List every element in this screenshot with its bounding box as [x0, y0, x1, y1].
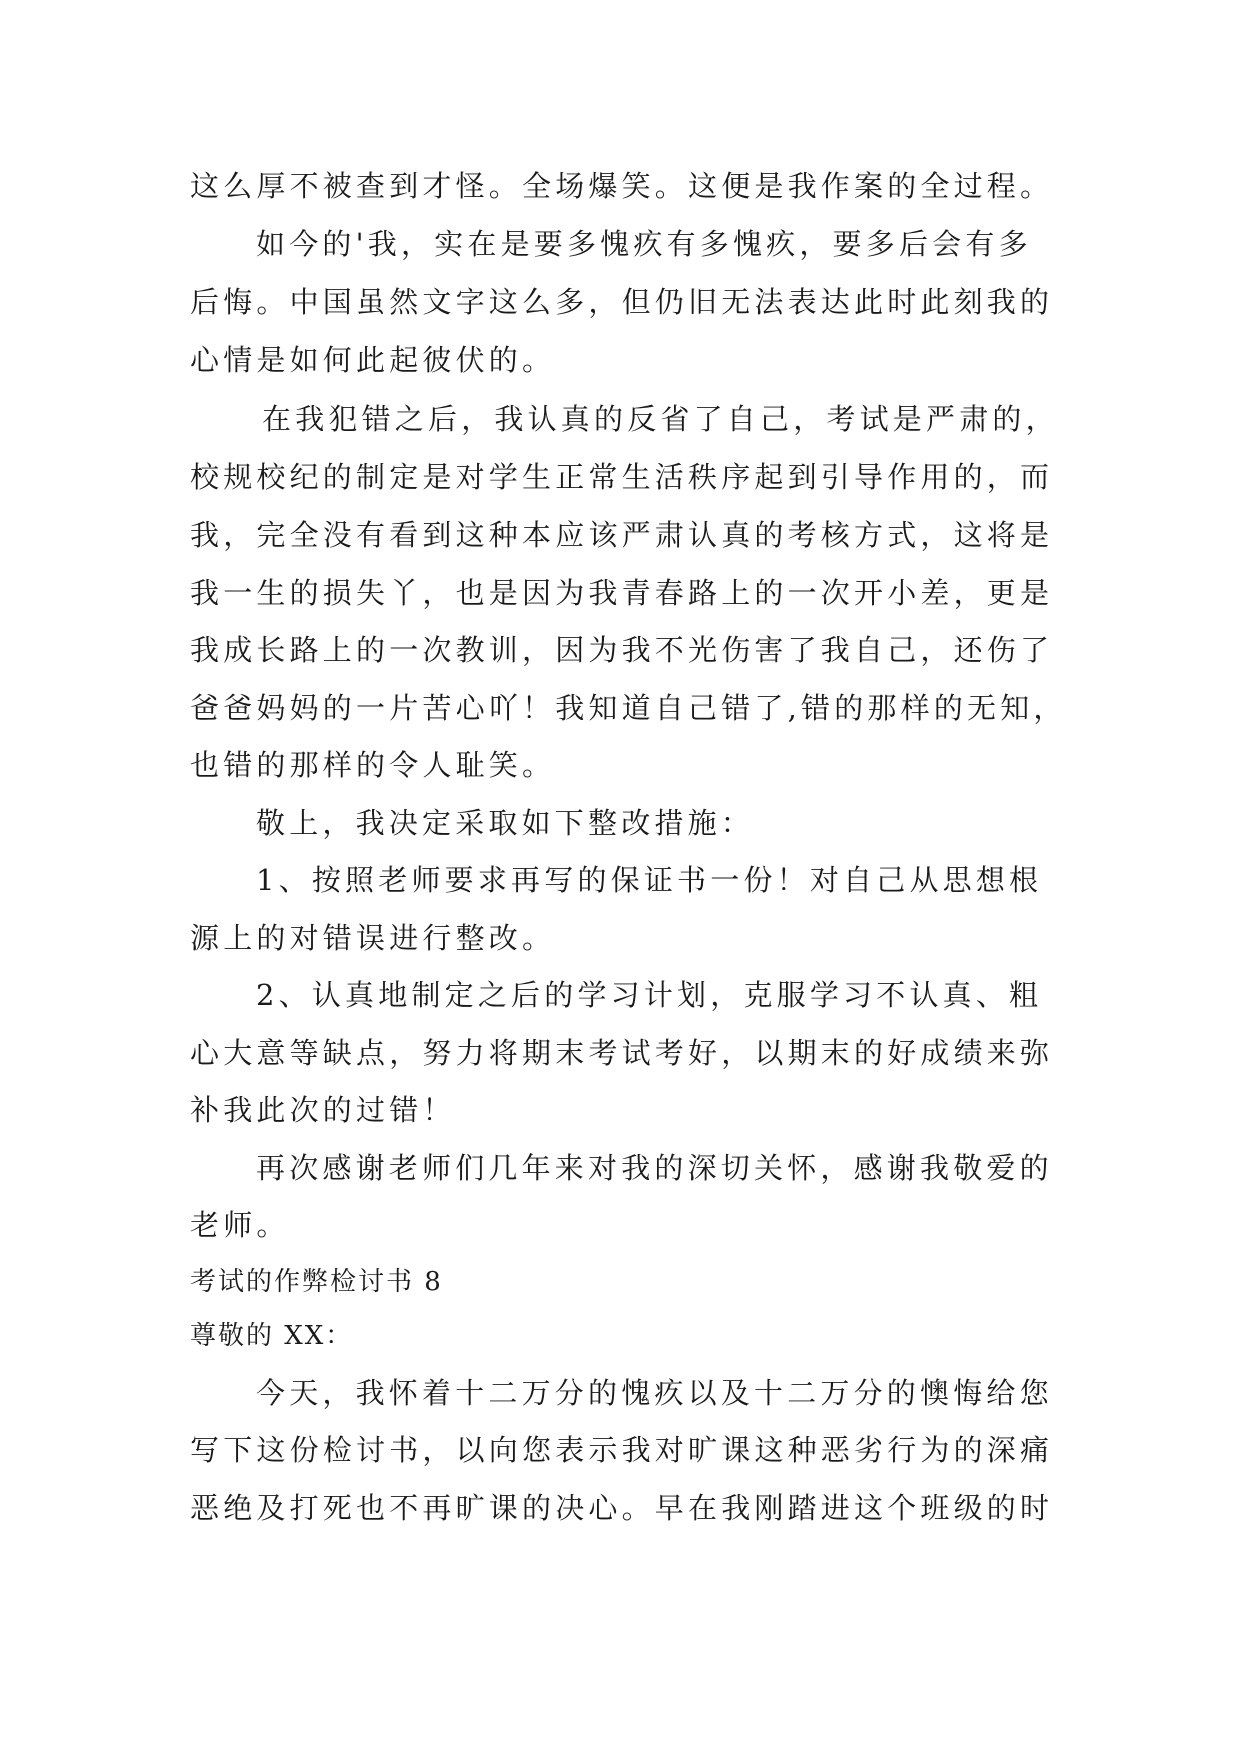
- body-text-line: 老师。: [190, 1208, 290, 1242]
- body-text-line: 写下这份检讨书，以向您表示我对旷课这种恶劣行为的深痛: [190, 1433, 1054, 1467]
- body-text-line: 补我此次的过错！: [190, 1093, 456, 1127]
- body-text-line: 恶绝及打死也不再旷课的决心。早在我刚踏进这个班级的时: [190, 1491, 1054, 1525]
- body-text-line: 校规校纪的制定是对学生正常生活秩序起到引导作用的，而: [190, 460, 1054, 494]
- paragraph-start-line: 再次感谢老师们几年来对我的深切关怀，感谢我敬爱的: [256, 1151, 1053, 1185]
- body-text-line: 我，完全没有看到这种本应该严肃认真的考核方式，这将是: [190, 518, 1054, 552]
- body-text-line: 这么厚不被查到才怪。全场爆笑。这便是我作案的全过程。: [190, 169, 1054, 203]
- body-text-line: 爸爸妈妈的一片苦心吖！我知道自己错了,错的那样的无知，: [190, 691, 1067, 725]
- body-text-line: 心情是如何此起彼伏的。: [190, 343, 556, 377]
- list-item-1-line: 1、按照老师要求再写的保证书一份！对自己从思想根: [256, 863, 1043, 897]
- section-heading: 考试的作弊检讨书 8: [190, 1267, 443, 1297]
- body-text-line: 心大意等缺点，努力将期末考试考好，以期末的好成绩来弥: [190, 1036, 1054, 1070]
- paragraph-start-line: 今天，我怀着十二万分的愧疚以及十二万分的懊悔给您: [256, 1376, 1053, 1410]
- body-text-line: 源上的对错误进行整改。: [190, 921, 556, 955]
- list-item-2-line: 2、认真地制定之后的学习计划，克服学习不认真、粗: [256, 978, 1043, 1012]
- body-text-line: 我成长路上的一次教训，因为我不光伤害了我自己，还伤了: [190, 633, 1054, 667]
- body-text-line: 后悔。中国虽然文字这么多，但仍旧无法表达此时此刻我的: [190, 285, 1054, 319]
- salutation: 尊敬的 XX：: [190, 1321, 354, 1351]
- body-text-line: 也错的那样的令人耻笑。: [190, 748, 556, 782]
- paragraph-start-line: 敬上，我决定采取如下整改措施：: [256, 806, 755, 840]
- paragraph-start-line: 如今的'我，实在是要多愧疚有多愧疚，要多后会有多: [256, 227, 1032, 261]
- body-text-line: 我一生的损失丫，也是因为我青春路上的一次开小差，更是: [190, 576, 1054, 610]
- paragraph-start-line: 在我犯错之后，我认真的反省了自己，考试是严肃的，: [262, 402, 1059, 436]
